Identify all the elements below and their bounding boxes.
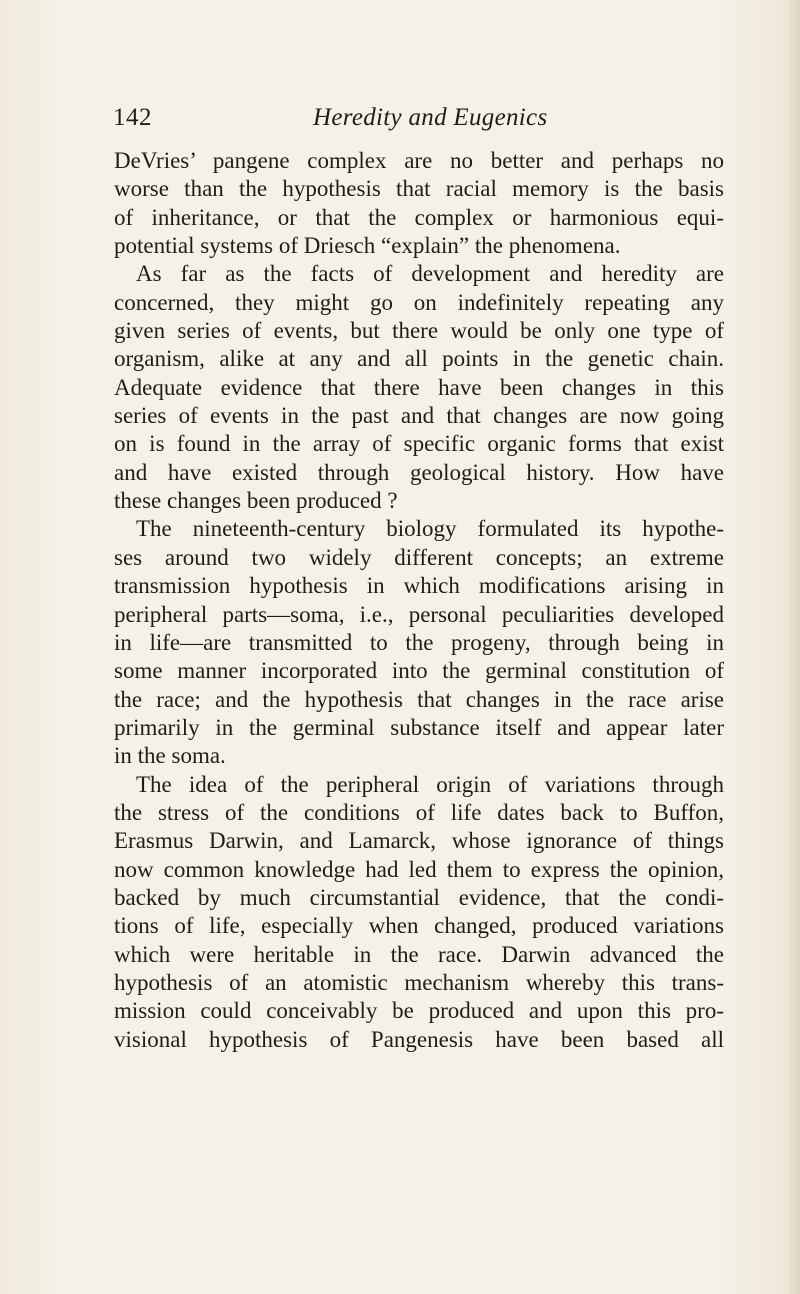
- text-line: primarily in the germinal substance itself and appear later: [114, 714, 724, 740]
- text-line: DeVries’ pangene complex are no better and perhaps no: [114, 148, 724, 173]
- text-line: given series of events, but there would be only one type of: [114, 318, 724, 344]
- text-line: the stress of the conditions of life dates back to Buffon,: [114, 799, 724, 825]
- text-line: now common knowledge had led them to express the opinion,: [114, 856, 724, 882]
- text-line: of inheritance, or that the complex or harmonious equi-: [114, 204, 724, 230]
- running-title: Heredity and Eugenics: [313, 104, 548, 131]
- running-head: [113, 104, 723, 134]
- text-line: these changes been produced ?: [114, 488, 398, 514]
- text-line: which were heritable in the race. Darwin advanced the: [114, 941, 724, 967]
- text-line: some manner incorporated into the germinal constitution of: [114, 658, 724, 684]
- text-line: Erasmus Darwin, and Lamarck, whose ignorance of things: [114, 828, 724, 854]
- text-line: mission could conceivably be produced and upon this pro-: [114, 998, 724, 1024]
- text-line: the race; and the hypothesis that changes in the race arise: [114, 686, 724, 712]
- text-line: potential systems of Driesch “explain” the phenomena.: [114, 233, 621, 259]
- text-line: backed by much circumstantial evidence, that the condi-: [114, 884, 724, 910]
- text-line: worse than the hypothesis that racial memory is the basis: [114, 176, 724, 202]
- text-line: organism, alike at any and all points in the genetic chain.: [114, 346, 724, 372]
- text-line: visional hypothesis of Pangenesis have been based all: [114, 1026, 724, 1052]
- text-line: on is found in the array of specific organic forms that exist: [114, 431, 724, 457]
- page-number: 142: [113, 104, 152, 131]
- body-text: [114, 147, 724, 1054]
- text-line: tions of life, especially when changed, produced variations: [114, 913, 724, 939]
- text-line: concerned, they might go on indefinitely repeating any: [114, 289, 724, 315]
- text-line: in the soma.: [114, 743, 226, 769]
- text-line: hypothesis of an atomistic mechanism whereby this trans-: [114, 969, 724, 995]
- text-line: series of events in the past and that changes are now going: [114, 403, 724, 429]
- text-line: peripheral parts—soma, i.e., personal peculiarities developed: [114, 601, 724, 627]
- page-edge-shadow: [786, 0, 800, 1294]
- text-line: As far as the facts of development and heredity are: [136, 261, 724, 287]
- text-line: Adequate evidence that there have been changes in this: [114, 374, 724, 400]
- text-line: transmission hypothesis in which modifications arising in: [114, 573, 724, 599]
- text-line: The idea of the peripheral origin of variations through: [136, 771, 724, 797]
- text-line: ses around two widely different concepts; an extreme: [114, 544, 724, 570]
- text-line: The nineteenth-century biology formulated its hypothe-: [136, 516, 724, 542]
- text-line: in life—are transmitted to the progeny, through being in: [114, 629, 724, 655]
- text-line: and have existed through geological history. How have: [114, 459, 724, 485]
